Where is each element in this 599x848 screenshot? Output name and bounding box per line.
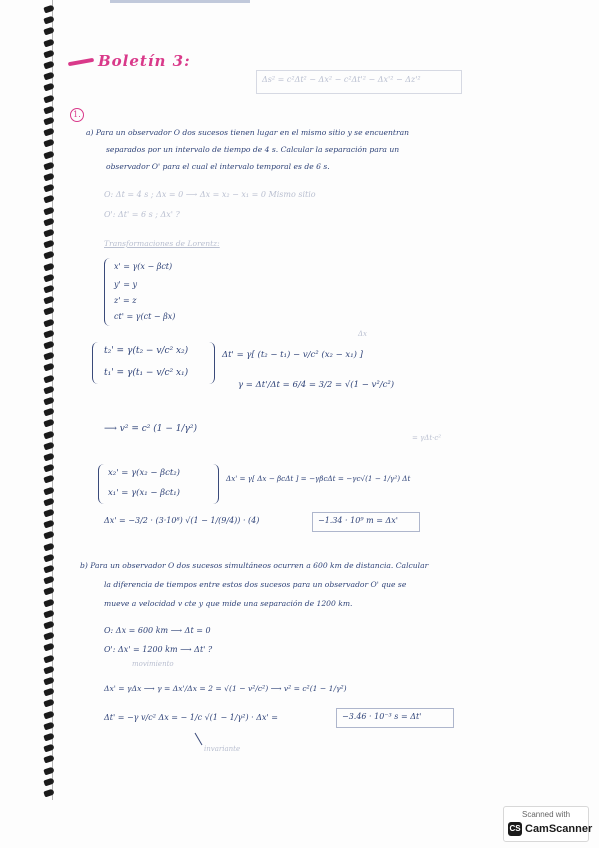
gamma-equation: γ = Δt'/Δt = 6/4 = 3/2 = √(1 − v²/c²) bbox=[238, 380, 395, 390]
part-b-line-2: la diferencia de tiempos entre estos dos sucesos para un observador O' que se bbox=[104, 580, 407, 589]
part-a-result-expression: Δx' = −3/2 · (3·10⁸) √(1 − 1/(9/4)) · (4) bbox=[104, 516, 260, 525]
page-title: Boletín 3: bbox=[98, 52, 191, 70]
part-b-result: −3.46 · 10⁻³ s = Δt' bbox=[342, 712, 422, 721]
transform-heading: Transformaciones de Lorentz: bbox=[104, 239, 220, 248]
lorentz-eq-3: z' = z bbox=[114, 296, 137, 305]
lorentz-eq-1: x' = γ(x − βct) bbox=[114, 262, 173, 271]
part-a-given-1: O: Δt = 4 s ; Δx = 0 ⟶ Δx = x₂ − x₁ = 0 Mismo sitio bbox=[104, 190, 316, 199]
lorentz-eq-2: y' = y bbox=[114, 280, 138, 289]
time-pair-brace bbox=[92, 342, 99, 384]
part-b-delta-t-equation: Δt' = −γ v/c² Δx = − 1/c √(1 − 1/γ²) · Δx' = bbox=[104, 713, 278, 722]
part-a-line-1: a) Para un observador O dos sucesos tienen lugar en el mismo sitio y se encuentran bbox=[86, 128, 409, 137]
problem-number: 1. bbox=[70, 108, 84, 122]
camscanner-logo-icon: CS bbox=[508, 822, 522, 836]
part-b-gamma-equation: Δx' = γΔx ⟶ γ = Δx'/Δx = 2 = √(1 − v²/c²) ⟶ v² = c²(1 − 1/γ²) bbox=[104, 684, 347, 693]
part-b-given-2: O': Δx' = 1200 km ⟶ Δt' ? bbox=[104, 645, 213, 654]
part-a-line-2: separados por un intervalo de tiempo de 4 s. Calcular la separación para un bbox=[106, 145, 400, 154]
scanned-with-label: Scanned with bbox=[521, 810, 571, 819]
spiral-binding bbox=[40, 0, 62, 800]
delta-x-equation: Δx' = γ[ Δx − βcΔt ] = −γβcΔt = −γc√(1 − 1/γ²) Δt bbox=[226, 474, 411, 483]
part-b-line-3: mueve a velocidad v cte y que mide una separación de 1200 km. bbox=[104, 599, 353, 608]
time-eq-1: t₁' = γ(t₁ − v/c² x₁) bbox=[104, 368, 189, 378]
invariant-label: invariante bbox=[204, 745, 241, 753]
margin-line bbox=[52, 0, 53, 800]
camscanner-brand: CamScanner bbox=[525, 823, 593, 835]
lorentz-eq-4: ct' = γ(ct − βx) bbox=[114, 312, 176, 321]
part-b-line-1: b) Para un observador O dos sucesos simultáneos ocurren a 600 km de distancia. Calcular bbox=[80, 561, 429, 570]
time-pair-right-brace bbox=[208, 342, 215, 384]
x-eq-2: x₂' = γ(x₂ − βct₂) bbox=[108, 468, 181, 478]
camscanner-badge bbox=[503, 806, 593, 842]
part-a-given-2: O': Δt' = 6 s ; Δx' ? bbox=[104, 210, 180, 219]
part-b-given-1: O: Δx = 600 km ⟶ Δt = 0 bbox=[104, 626, 211, 635]
title-underline-mark bbox=[68, 58, 94, 66]
lorentz-brace bbox=[104, 258, 111, 326]
x-pair-right-brace bbox=[212, 464, 219, 504]
side-note: = γΔt·c² bbox=[412, 434, 442, 442]
part-a-result: −1.34 · 10⁹ m = Δx' bbox=[318, 516, 398, 525]
time-eq-2: t₂' = γ(t₂ − v/c² x₂) bbox=[104, 346, 189, 356]
delta-x-note: Δx bbox=[358, 330, 368, 338]
motion-label: movimiento bbox=[132, 660, 174, 668]
page-top-shadow bbox=[110, 0, 250, 3]
x-pair-brace bbox=[98, 464, 105, 504]
velocity-equation: ⟶ v² = c² (1 − 1/γ²) bbox=[104, 424, 197, 434]
delta-t-equation: Δt' = γ[ (t₂ − t₁) − v/c² (x₂ − x₁) ] bbox=[222, 350, 363, 360]
x-eq-1: x₁' = γ(x₁ − βct₁) bbox=[108, 488, 181, 498]
invariant-arrow bbox=[195, 733, 203, 746]
part-a-line-3: observador O' para el cual el intervalo temporal es de 6 s. bbox=[106, 162, 330, 171]
formula-text: Δs² = c²Δt² − Δx² − c²Δt'² − Δx'² − Δz'² bbox=[262, 75, 421, 84]
